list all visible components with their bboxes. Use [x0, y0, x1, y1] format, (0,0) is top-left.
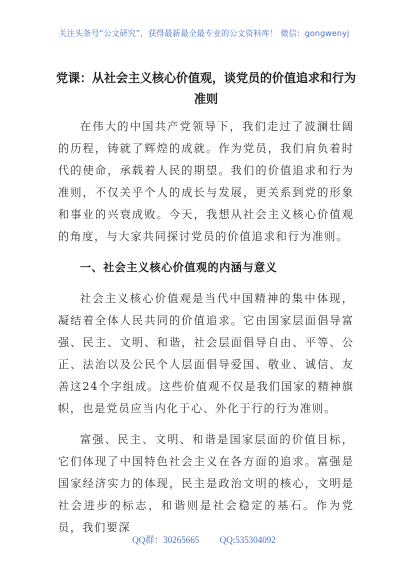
header-promo-note: 关注头条号“公文研究”，获得最新最全最专业的公文资料库！ 微信：gongwenyj [58, 29, 350, 38]
paragraph-national-values: 富强、民主、文明、和谐是国家层面的价值目标，它们体现了中国特色社会主义在各方面的追求。富强是国家经济实力的体现，民主是政治文明的核心，文明是社会进步的标志，和谐则是社会稳定的基石。作为党员，我们要深 [58, 433, 354, 534]
paragraph-core-values: 社会主义核心价值观是当代中国精神的集中体现，凝结着全体人民共同的价值追求。它由国家层面倡导富强、民主、文明、和谐，社会层面倡导自由、平等、公正、法治以及公民个人层面倡导爱国、敬业、诚信、友善这24个字组成。这些价值观不仅是我们国家的精神旗帜，也是党员应当内化于心、外化于行的行为准则。 [58, 292, 354, 415]
footer-qq-group: QQ群：30265665 [132, 535, 200, 545]
footer-contact [0, 533, 408, 546]
footer-qq-number: QQ:535304092 [219, 535, 276, 545]
document-title: 党课：从社会主义核心价值观，谈党员的价值追求和行为准则 [56, 71, 357, 106]
section-heading-1: 一、社会主义核心价值观的内涵与意义 [80, 261, 278, 274]
paragraph-intro: 在伟大的中国共产党领导下，我们走过了波澜壮阔的历程，铸就了辉煌的成就。作为党员，我们肩负着时代的使命，承载着人民的期望。我们的价值追求和行为准则，不仅关乎个人的成长与发展，更关系到党的形象和事业的兴衰成败。今天，我想从社会主义核心价值观的角度，与大家共同探讨党员的价值追求和行为准则。 [58, 120, 354, 243]
document-body [58, 116, 354, 548]
